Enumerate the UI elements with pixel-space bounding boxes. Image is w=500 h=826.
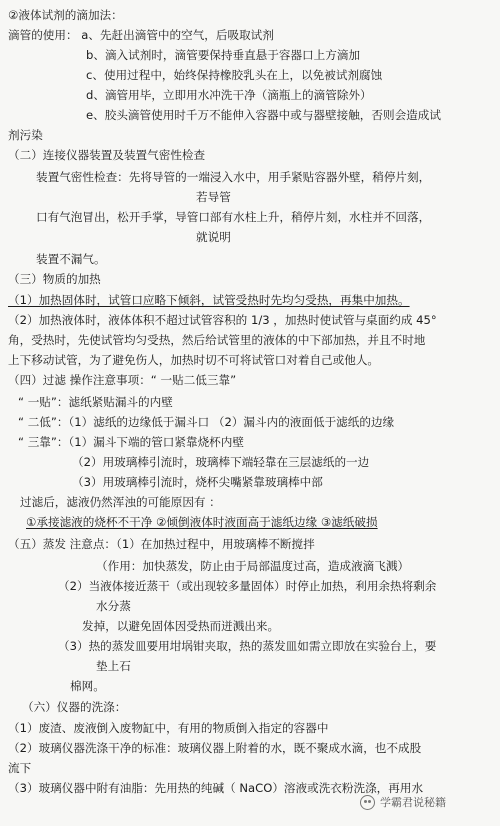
text-line: （3）热的蒸发皿要用坩埚钳夹取，热的蒸发皿如需立即放在实验台上，要 [58,639,437,653]
section-heading: （二）连接仪器装置及装置气密性检查 [8,148,206,162]
text-line: （3）用玻璃棒引流时，烧杯尖嘴紧靠玻璃棒中部 [72,475,323,489]
text-line: 口有气泡冒出，松开手掌，导管口部有水柱上升，稍停片刻，水柱并不回落， [36,210,431,224]
text-line: （3）玻璃仪器中附有油脂：先用热的纯碱（ NaCO）溶液或洗衣粉洗涤，再用水 [8,781,424,795]
text-line: （1）废渣、废液倒入废物缸中，有用的物质倒入指定的容器中 [8,721,329,735]
text-line: 过滤后，滤液仍然浑浊的可能原因有 ： [20,495,221,509]
text-line: b、滴入试剂时，滴管要保持垂直悬于容器口上方滴加 [86,48,361,62]
text-line: 装置不漏气。 [36,252,106,266]
text-line: e、胶头滴管使用时千万不能伸入容器中或与器壁接触，否则会造成试 [86,108,441,122]
section-heading: （四）过滤 操作注意事项：“ 一贴二低三靠” [8,373,237,387]
text-line: “ 二低”：（1）滤纸的边缘低于漏斗口 （2）漏斗内的液面低于滤纸的边缘 [18,415,395,429]
text-line: 棉网。 [70,679,105,693]
text-line: c、使用过程中，始终保持橡胶乳头在上，以免被试剂腐蚀 [86,68,383,82]
section-heading: （五）蒸发 注意点：（1）在加热过程中，用玻璃棒不断搅拌 [8,537,315,551]
text-line: （2）当液体接近蒸干（或出现较多量固体）时停止加热，利用余热将剩余 [58,579,437,593]
text-line: 若导管 [196,190,231,204]
text-line: ②液体试剂的滴加法： [8,8,123,22]
watermark-text: 学霸君说秘籍 [380,796,446,809]
text-line: （1）加热固体时，试管口应略下倾斜，试管受热时先均匀受热，再集中加热。 [8,293,410,307]
text-line: d、滴管用毕，立即用水冲洗干净（滴瓶上的滴管除外） [86,88,372,102]
text-line: 滴管的使用： a、先赶出滴管中的空气，后吸取试剂 [8,28,274,42]
text-line: “ 一贴”：滤纸紧贴漏斗的内壁 [18,395,173,409]
wechat-icon [360,795,375,810]
section-heading: （六）仪器的洗涤： [22,700,127,714]
text-line: 水分蒸 [96,599,131,613]
text-line: 装置气密性检查：先将导管的一端浸入水中，用手紧贴容器外壁，稍停片刻， [36,170,431,184]
section-heading: （三）物质的加热 [8,272,101,286]
text-line: （作用：加快蒸发，防止由于局部温度过高，造成液滴飞溅） [96,559,410,573]
text-line: 剂污染 [8,128,43,142]
text-line: 流下 [8,761,32,775]
text-line: 角，受热时，先使试管均匀受热，然后给试管里的液体的中下部加热，并且不时地 [8,333,426,347]
text-line: 上下移动试管，为了避免伤人，加热时切不可将试管口对着自己或他人。 [8,353,380,367]
watermark [360,794,446,810]
text-line: 垫上石 [96,659,131,673]
text-line: 发掉，以避免固体因受热而迸溅出来。 [82,619,280,633]
text-line: ①承接滤液的烧杯不干净 ②倾倒液体时液面高于滤纸边缘 ③滤纸破损 [26,515,378,529]
text-line: （2）加热液体时，液体体积不超过试管容积的 1/3 ，加热时使试管与桌面约成 45° [8,313,437,327]
text-line: （2）玻璃仪器洗涤干净的标准：玻璃仪器上附着的水，既不聚成水滴，也不成股 [8,741,422,755]
text-line: （2）用玻璃棒引流时，玻璃棒下端轻靠在三层滤纸的一边 [72,455,370,469]
text-line: 就说明 [196,230,231,244]
text-line: “ 三靠”：（1）漏斗下端的管口紧靠烧杯内壁 [18,435,244,449]
